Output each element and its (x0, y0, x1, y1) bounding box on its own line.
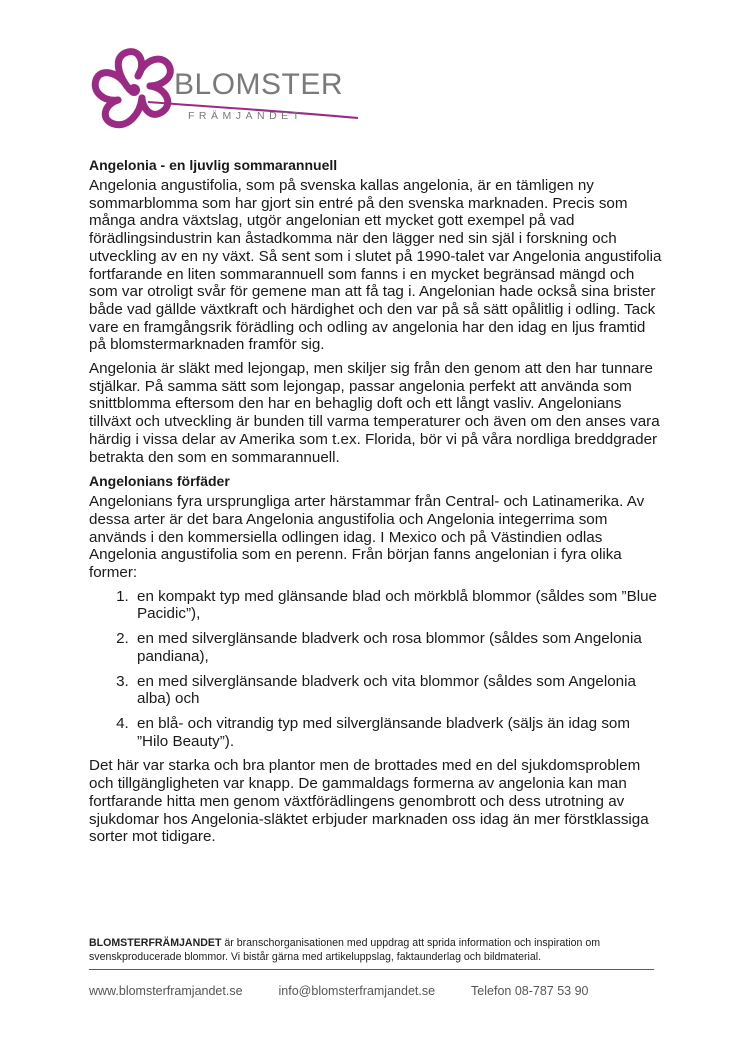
section-title-forfader: Angelonians förfäder (89, 473, 230, 490)
footer-website-link[interactable]: www.blomsterframjandet.se (89, 984, 243, 998)
article-title: Angelonia - en ljuvlig sommarannuell (89, 157, 338, 173)
footer-divider (89, 969, 654, 970)
logo-wordmark: BLOMSTER (174, 68, 344, 101)
article-body (89, 156, 664, 852)
footer-org-description: är branschorganisationen med uppdrag att sprida information och inspiration om svenskproducerade blommor. Vi bistår gärna med artikeluppslag, faktaunderlag och bildmaterial. (89, 937, 601, 963)
paragraph-forfader: Angelonians fyra ursprungliga arter härstammar från Central- och Latinamerika. Av dessa arter är det bara Angelonia angustifolia och Angelonia integerrima som används i den kommersiella odlingen idag. I Mexico och på Västindien odlas Angelonia angustifolia som en perenn. Från början fanns angelonian i fyra olika former: (89, 493, 645, 582)
blomsterframjandet-logo (88, 46, 360, 140)
list-item: 3. en med silverglänsande bladverk och vita blommor (såldes som Angelonia alba) och (133, 673, 664, 708)
list-item: 2. en med silverglänsande bladverk och rosa blommor (såldes som Angelonia pandiana), (133, 630, 664, 665)
footer-org-name: BLOMSTERFRÄMJANDET (89, 937, 222, 949)
footer-contacts (89, 984, 625, 998)
footer-description (89, 937, 657, 964)
list-item: 1. en kompakt typ med glänsande blad och mörkblå blommor (såldes som ”Blue Pacidic”), (133, 588, 664, 623)
paragraph-lejongap: Angelonia är släkt med lejongap, men skiljer sig från den genom att den har tunnare stjälkar. På samma sätt som lejongap, passar angelonia perfekt att använda som snittblomma eftersom den har en behaglig doft och ett långt vasliv. Angelonians tillväxt och utveckling är bunden till varma temperaturer och även om den anses vara härdig i vissa delar av Amerika som t.ex. Florida, bör vi på våra nordliga breddgrader betrakta den som en sommarannuell. (89, 360, 660, 466)
logo-subtitle: FRÄMJANDET (188, 110, 304, 122)
paragraph-closing: Det här var starka och bra plantor men de brottades med en del sjukdomsproblem och tillgängligheten var knapp. De gammaldags formerna av angelonia kan man fortfarande hitta men genom växtförädlingens genombrott och dess utrotning av sjukdomar hos Angelonia-släktet erbjuder marknaden oss idag än mer förstklassiga sorter mot tidigare. (89, 757, 649, 846)
list-item: 4. en blå- och vitrandig typ med silverglänsande bladverk (säljs än idag som ”Hilo Beauty”). (133, 715, 664, 750)
paragraph-intro: Angelonia angustifolia, som på svenska kallas angelonia, är en tämligen ny sommarblomma som har gjort sin entré på den svenska marknaden. Precis som många andra växtslag, utgör angelonian ett mycket gott exempel på vad förädlingsindustrin kan åstadkomma när den lägger ned sin själ i forskning och utveckling av en ny växt. Så sent som i slutet på 1990-talet var Angelonia angustifolia fortfarande en liten sommarannuell som fanns i en mycket begränsad mängd och som var otroligt svår för gemene man att få tag i. Angelonian hade också sina brister både vad gällde växtkraft och härdighet och den var på så sätt opålitlig i odling. Tack vare en framgångsrik förädling och odling av angelonia har den idag en ljus framtid på blomstermarknaden framför sig. (89, 177, 662, 354)
footer-email-link[interactable]: info@blomsterframjandet.se (278, 984, 436, 998)
forms-list (89, 588, 664, 751)
footer-phone: Telefon 08-787 53 90 (471, 984, 589, 998)
